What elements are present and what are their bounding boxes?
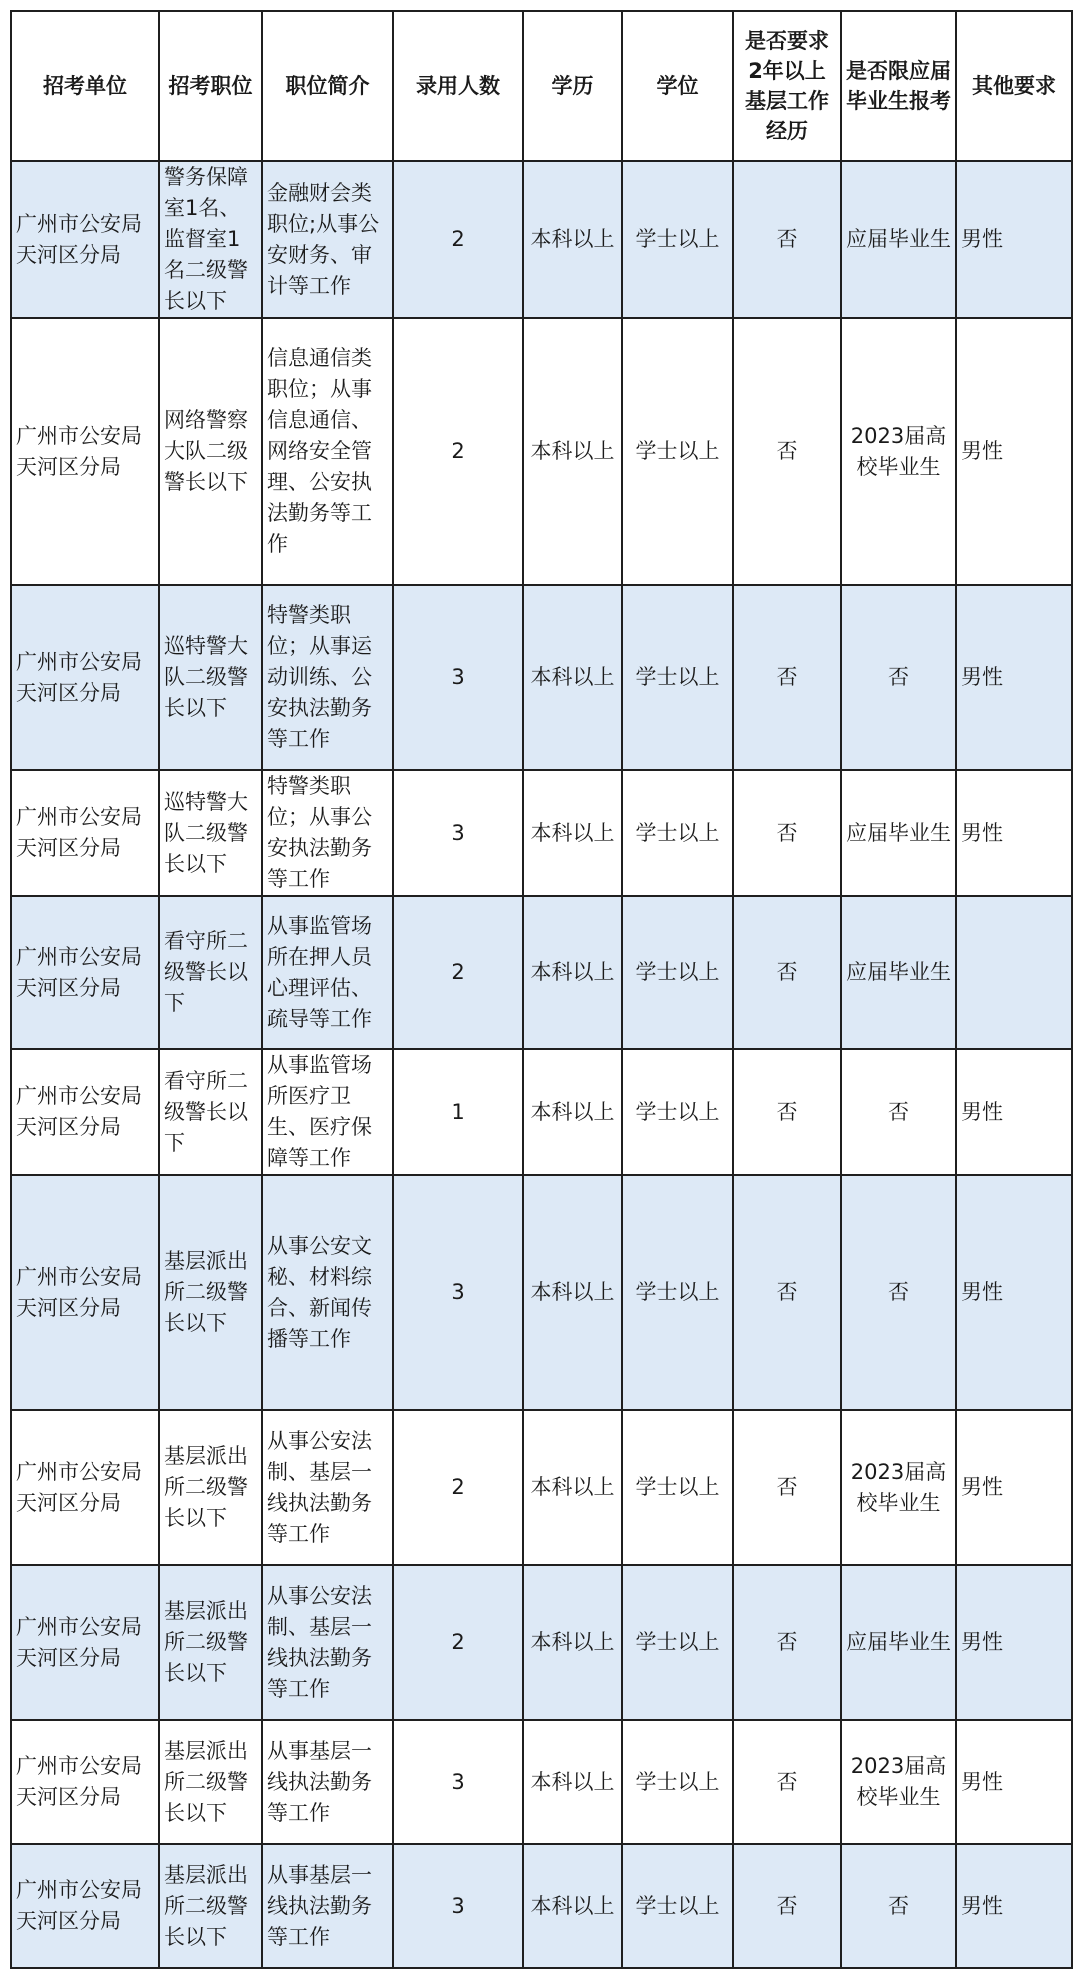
- cell-description: 从事公安法制、基层一线执法勤务等工作: [262, 1565, 393, 1720]
- cell-position: 警务保障室1名、监督室1名二级警长以下: [159, 161, 262, 318]
- cell-other: 男性: [956, 1049, 1072, 1175]
- cell-unit: 广州市公安局天河区分局: [11, 1720, 159, 1844]
- cell-description: 从事基层一线执法勤务等工作: [262, 1844, 393, 1968]
- cell-degree: 学士以上: [622, 896, 733, 1049]
- header-cell: 学位: [622, 11, 733, 161]
- cell-degree: 学士以上: [622, 161, 733, 318]
- cell-graduate: 2023届高校毕业生: [841, 1410, 956, 1565]
- cell-position: 基层派出所二级警长以下: [159, 1410, 262, 1565]
- cell-graduate: 2023届高校毕业生: [841, 1720, 956, 1844]
- header-cell: 是否要求2年以上基层工作经历: [733, 11, 841, 161]
- cell-headcount: 2: [393, 1410, 523, 1565]
- table-row: [11, 1844, 1072, 1968]
- cell-position: 基层派出所二级警长以下: [159, 1565, 262, 1720]
- cell-degree: 学士以上: [622, 318, 733, 585]
- table-row: [11, 1410, 1072, 1565]
- cell-education: 本科以上: [523, 1410, 622, 1565]
- cell-other: 男性: [956, 585, 1072, 770]
- cell-other: [956, 896, 1072, 1049]
- cell-degree: 学士以上: [622, 1565, 733, 1720]
- cell-description: 从事监管场所在押人员心理评估、疏导等工作: [262, 896, 393, 1049]
- cell-graduate: 否: [841, 1049, 956, 1175]
- cell-education: 本科以上: [523, 770, 622, 896]
- table-row: [11, 1049, 1072, 1175]
- cell-position: 看守所二级警长以下: [159, 896, 262, 1049]
- table-row: [11, 1175, 1072, 1410]
- cell-education: 本科以上: [523, 896, 622, 1049]
- cell-degree: 学士以上: [622, 1049, 733, 1175]
- table-row: [11, 1565, 1072, 1720]
- cell-other: 男性: [956, 1720, 1072, 1844]
- cell-experience: 否: [733, 161, 841, 318]
- cell-headcount: 1: [393, 1049, 523, 1175]
- header-row: [11, 11, 1072, 161]
- cell-description: 金融财会类职位;从事公安财务、审计等工作: [262, 161, 393, 318]
- recruitment-table-container: [10, 10, 1071, 1969]
- cell-headcount: 2: [393, 896, 523, 1049]
- header-cell: 学历: [523, 11, 622, 161]
- cell-experience: 否: [733, 1720, 841, 1844]
- header-cell: 是否限应届毕业生报考: [841, 11, 956, 161]
- table-row: [11, 318, 1072, 585]
- cell-unit: 广州市公安局天河区分局: [11, 1844, 159, 1968]
- cell-experience: 否: [733, 1565, 841, 1720]
- recruitment-table: [10, 10, 1073, 1969]
- cell-experience: 否: [733, 1410, 841, 1565]
- table-row: [11, 896, 1072, 1049]
- cell-degree: 学士以上: [622, 1844, 733, 1968]
- cell-education: 本科以上: [523, 1565, 622, 1720]
- cell-degree: 学士以上: [622, 1175, 733, 1410]
- header-cell: 录用人数: [393, 11, 523, 161]
- cell-other: 男性: [956, 318, 1072, 585]
- cell-education: 本科以上: [523, 1049, 622, 1175]
- cell-description: 特警类职位；从事公安执法勤务等工作: [262, 770, 393, 896]
- cell-degree: 学士以上: [622, 585, 733, 770]
- cell-position: 基层派出所二级警长以下: [159, 1844, 262, 1968]
- cell-other: 男性: [956, 1175, 1072, 1410]
- header-cell: 其他要求: [956, 11, 1072, 161]
- cell-position: 巡特警大队二级警长以下: [159, 585, 262, 770]
- cell-unit: 广州市公安局天河区分局: [11, 1049, 159, 1175]
- table-row: [11, 770, 1072, 896]
- cell-unit: 广州市公安局天河区分局: [11, 1175, 159, 1410]
- cell-description: 从事公安文秘、材料综合、新闻传播等工作: [262, 1175, 393, 1410]
- cell-position: 看守所二级警长以下: [159, 1049, 262, 1175]
- cell-degree: 学士以上: [622, 770, 733, 896]
- cell-position: 基层派出所二级警长以下: [159, 1720, 262, 1844]
- cell-graduate: 否: [841, 1175, 956, 1410]
- cell-other: 男性: [956, 1844, 1072, 1968]
- cell-description: 特警类职位；从事运动训练、公安执法勤务等工作: [262, 585, 393, 770]
- table-row: [11, 1720, 1072, 1844]
- cell-education: 本科以上: [523, 1175, 622, 1410]
- cell-position: 基层派出所二级警长以下: [159, 1175, 262, 1410]
- cell-headcount: 2: [393, 161, 523, 318]
- cell-unit: 广州市公安局天河区分局: [11, 585, 159, 770]
- cell-position: 巡特警大队二级警长以下: [159, 770, 262, 896]
- cell-headcount: 3: [393, 770, 523, 896]
- cell-headcount: 2: [393, 318, 523, 585]
- header-cell: 招考职位: [159, 11, 262, 161]
- cell-headcount: 3: [393, 1175, 523, 1410]
- cell-other: 男性: [956, 770, 1072, 896]
- cell-unit: 广州市公安局天河区分局: [11, 318, 159, 585]
- cell-education: 本科以上: [523, 1720, 622, 1844]
- cell-education: 本科以上: [523, 318, 622, 585]
- cell-graduate: 2023届高校毕业生: [841, 318, 956, 585]
- header-cell: 职位简介: [262, 11, 393, 161]
- cell-other: 男性: [956, 1410, 1072, 1565]
- cell-experience: 否: [733, 585, 841, 770]
- cell-experience: 否: [733, 1049, 841, 1175]
- cell-education: 本科以上: [523, 161, 622, 318]
- cell-experience: 否: [733, 1175, 841, 1410]
- cell-headcount: 3: [393, 1720, 523, 1844]
- header-cell: 招考单位: [11, 11, 159, 161]
- cell-experience: 否: [733, 318, 841, 585]
- cell-unit: 广州市公安局天河区分局: [11, 161, 159, 318]
- cell-other: 男性: [956, 1565, 1072, 1720]
- cell-graduate: 应届毕业生: [841, 161, 956, 318]
- cell-education: 本科以上: [523, 585, 622, 770]
- cell-headcount: 2: [393, 1565, 523, 1720]
- table-row: [11, 585, 1072, 770]
- cell-unit: 广州市公安局天河区分局: [11, 770, 159, 896]
- cell-position: 网络警察大队二级警长以下: [159, 318, 262, 585]
- cell-other: 男性: [956, 161, 1072, 318]
- table-row: [11, 161, 1072, 318]
- cell-graduate: 应届毕业生: [841, 1565, 956, 1720]
- cell-graduate: 否: [841, 585, 956, 770]
- cell-unit: 广州市公安局天河区分局: [11, 896, 159, 1049]
- cell-education: 本科以上: [523, 1844, 622, 1968]
- cell-headcount: 3: [393, 585, 523, 770]
- cell-description: 从事公安法制、基层一线执法勤务等工作: [262, 1410, 393, 1565]
- cell-graduate: 应届毕业生: [841, 896, 956, 1049]
- cell-degree: 学士以上: [622, 1720, 733, 1844]
- cell-unit: 广州市公安局天河区分局: [11, 1565, 159, 1720]
- cell-degree: 学士以上: [622, 1410, 733, 1565]
- cell-unit: 广州市公安局天河区分局: [11, 1410, 159, 1565]
- cell-description: 从事基层一线执法勤务等工作: [262, 1720, 393, 1844]
- cell-description: 从事监管场所医疗卫生、医疗保障等工作: [262, 1049, 393, 1175]
- cell-description: 信息通信类职位；从事信息通信、网络安全管理、公安执法勤务等工作: [262, 318, 393, 585]
- cell-headcount: 3: [393, 1844, 523, 1968]
- cell-experience: 否: [733, 1844, 841, 1968]
- cell-graduate: 否: [841, 1844, 956, 1968]
- cell-experience: 否: [733, 896, 841, 1049]
- cell-experience: 否: [733, 770, 841, 896]
- cell-graduate: 应届毕业生: [841, 770, 956, 896]
